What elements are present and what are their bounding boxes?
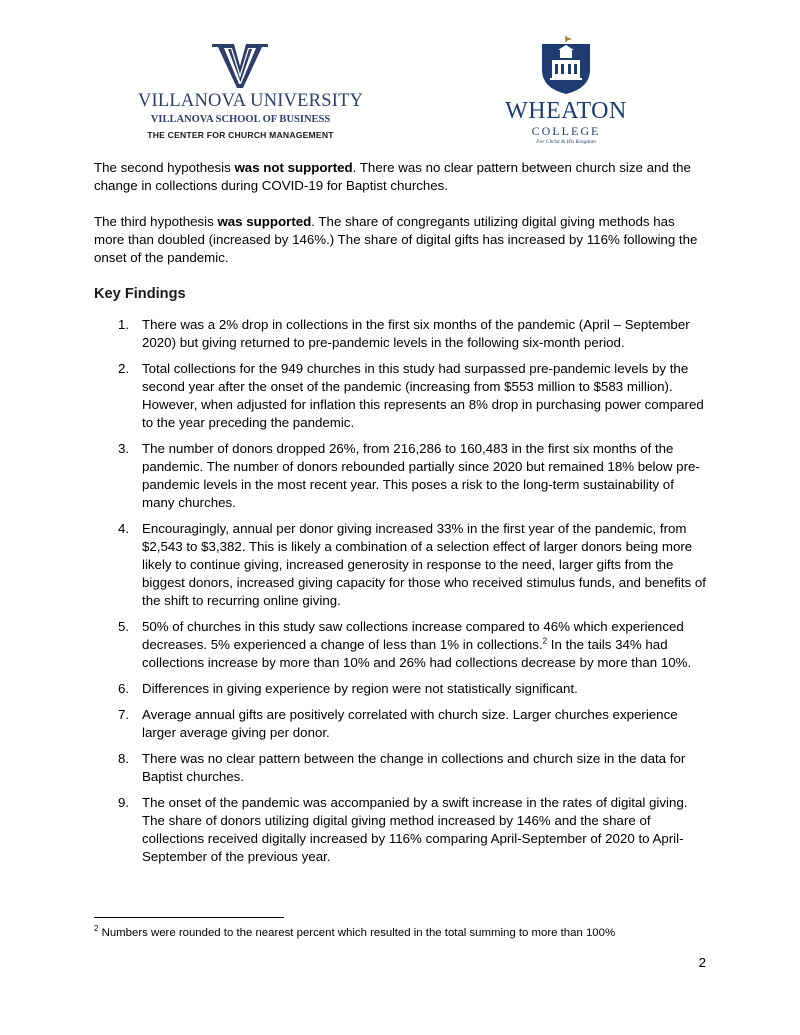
finding-number: 5. — [118, 619, 130, 634]
villanova-school-name: VILLANOVA SCHOOL OF BUSINESS — [150, 114, 331, 125]
footnote-reference[interactable]: 2 — [542, 636, 548, 646]
paragraph-text: . The share of congregants utilizing digital giving methods has more than doubled (increased by 146%.) The share of digital gifts has increased by 116% following the onset of the pandemic. — [94, 214, 698, 265]
finding-text: Average annual gifts are positively correlated with church size. Larger churches experience larger average giving per donor. — [142, 707, 678, 740]
finding-text: There was no clear pattern between the change in collections and church size in the data for Baptist churches. — [142, 751, 686, 784]
finding-item — [94, 520, 708, 610]
church-management-center-name: THE CENTER FOR CHURCH MANAGEMENT — [147, 130, 334, 140]
key-findings-list — [94, 316, 708, 866]
finding-item — [94, 440, 708, 512]
footnote-mark: 2 — [94, 924, 99, 934]
villanova-university-name: VILLANOVA UNIVERSITY — [138, 91, 364, 111]
paragraph-text: The second hypothesis — [94, 160, 235, 175]
key-findings-heading: Key Findings — [94, 286, 186, 302]
footnote-divider — [94, 917, 284, 918]
finding-number: 2. — [118, 361, 130, 376]
wheaton-name: WHEATON — [505, 98, 627, 124]
second-hypothesis-paragraph — [94, 159, 708, 195]
paragraph-text: . There was no clear pattern between church size and the change in collections during COVID-19 for Baptist churches. — [94, 160, 691, 193]
finding-number: 9. — [118, 795, 130, 810]
finding-item — [94, 750, 708, 786]
finding-number: 4. — [118, 521, 130, 536]
finding-number: 7. — [118, 707, 130, 722]
finding-item — [94, 360, 708, 432]
wheaton-logo — [500, 36, 632, 148]
finding-item — [94, 680, 708, 698]
finding-number: 1. — [118, 317, 130, 332]
finding-item — [94, 706, 708, 742]
page-number: 2 — [698, 955, 706, 970]
finding-text: Differences in giving experience by region were not statistically significant. — [142, 681, 578, 696]
finding-text: Encouragingly, annual per donor giving increased 33% in the first year of the pandemic, from $2,543 to $3,382. This is likely a combination of a selection effect of larger donors being more likely to continue giving, increased generosity in response to the need, larger gifts from the biggest donors, increased giving capacity for those who received stimulus funds, and benefits of the shift to recurring online giving. — [142, 521, 706, 608]
finding-text: The onset of the pandemic was accompanied by a swift increase in the rates of digital giving. The share of donors utilizing digital giving method increased by 146% and the share of collections received digitally increased by 116% comparing April-September of 2020 to April-September of the previous year. — [142, 795, 688, 864]
finding-text: 50% of churches in this study saw collections increase compared to 46% which experienced decreases. 5% experienced a change of less than 1% in collections. — [142, 619, 684, 652]
wheaton-shield-crest-icon — [540, 36, 592, 96]
paragraph-text: The third hypothesis — [94, 214, 218, 229]
finding-number: 6. — [118, 681, 130, 696]
finding-item — [94, 794, 708, 866]
third-hypothesis-paragraph — [94, 213, 708, 267]
villanova-v-mark-icon — [212, 44, 268, 88]
finding-text: There was a 2% drop in collections in the first six months of the pandemic (April – September 2020) but giving returned to pre-pandemic levels in the following six-month period. — [142, 317, 690, 350]
finding-number: 8. — [118, 751, 130, 766]
finding-item — [94, 316, 708, 352]
wheaton-college-label: COLLEGE — [531, 124, 601, 138]
wheaton-motto: For Christ & His Kingdom — [536, 139, 596, 145]
footnote — [94, 925, 708, 941]
finding-number: 3. — [118, 441, 130, 456]
villanova-logo — [138, 44, 364, 144]
document-body — [94, 159, 708, 874]
finding-item — [94, 618, 708, 672]
emphasis-not-supported: was not supported — [234, 160, 353, 175]
emphasis-supported: was supported — [217, 214, 312, 229]
footnote-text: Numbers were rounded to the nearest percent which resulted in the total summing to more than 100% — [98, 927, 616, 939]
finding-text: Total collections for the 949 churches in this study had surpassed pre-pandemic levels by the second year after the onset of the pandemic (increasing from $553 million to $583 million). However, when adjusted for inflation this represents an 8% drop in purchasing power compared to the year preceding the pandemic. — [142, 361, 704, 430]
finding-text: The number of donors dropped 26%, from 216,286 to 160,483 in the first six months of the pandemic. The number of donors rebounded partially since 2020 but remained 18% below pre-pandemic levels in the most recent year. This poses a risk to the long-term sustainability of many churches. — [142, 441, 700, 510]
finding-text: In the tails 34% had collections increase by more than 10% and 26% had collections decrease by more than 10%. — [142, 637, 692, 670]
